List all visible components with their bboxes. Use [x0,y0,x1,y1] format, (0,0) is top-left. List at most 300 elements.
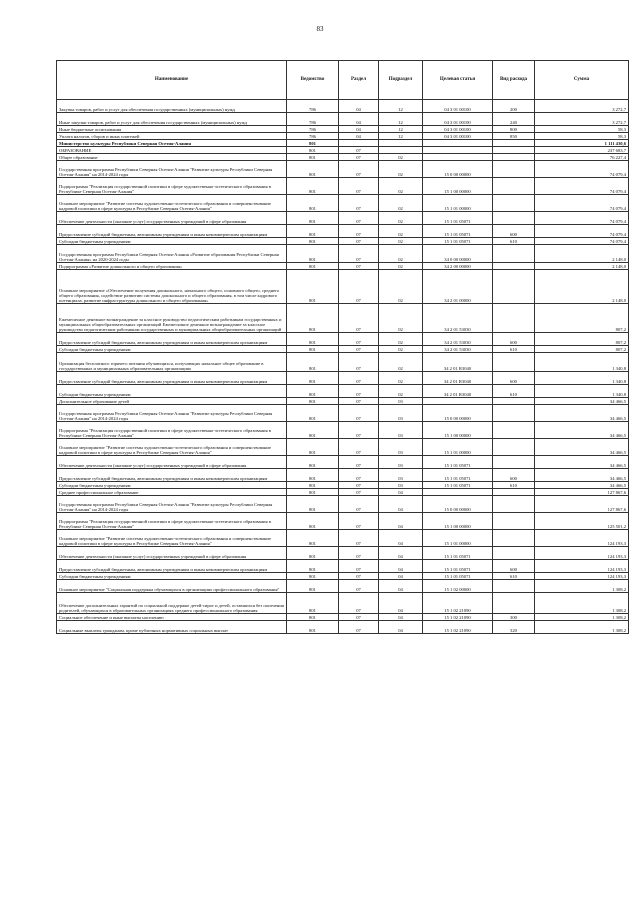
table-body [57,100,629,634]
row-target-article: 15 1 01 05071 [423,573,493,580]
row-name: Основное мероприятие «Обеспечение получения дошкольного, начального общего, основного общего, среднего общего образования, содействие развитию системы дошкольного и общего образования, в том числе кадрового потенциала, развитие инфраструктуры дошкольного и общего образования» [57,270,287,304]
row-amount: 2 148,0 [535,245,629,263]
row-section: 07 [339,270,379,304]
row-target-article: 15 0 00 00000 [423,496,493,513]
row-department: 801 [287,238,339,245]
row-target-article: 34 2 01 R3040 [423,372,493,385]
row-subsection: 04 [379,496,423,513]
row-amount: 1 340,8 [535,372,629,385]
row-name: Среднее профессиональное образование [57,489,287,496]
row-target-article: 34 2 01 R3040 [423,385,493,398]
row-subsection: 03 [379,456,423,469]
row-expense-type [493,513,535,530]
row-target-article [423,154,493,161]
row-department: 801 [287,178,339,195]
row-subsection: 12 [379,133,423,140]
row-section: 07 [339,456,379,469]
row-subsection: 02 [379,161,423,178]
row-subsection: 02 [379,225,423,238]
row-department: 801 [287,405,339,422]
header-subsection: Подраздел [379,61,423,100]
row-department: 801 [287,580,339,593]
row-expense-type [493,398,535,405]
row-expense-type [493,489,535,496]
row-target-article: 15 1 01 00000 [423,439,493,456]
row-amount: 34 466,5 [535,422,629,439]
row-target-article: 04 3 01 00100 [423,100,493,113]
row-department: 801 [287,333,339,346]
row-subsection: 04 [379,547,423,560]
row-department: 801 [287,439,339,456]
row-amount: 34 466,5 [535,482,629,489]
row-subsection: 02 [379,154,423,161]
row-subsection: 02 [379,346,423,353]
row-subsection: 03 [379,398,423,405]
table-row [57,398,629,405]
table-row [57,126,629,133]
row-name: Основное мероприятие "Социальная поддержка обучающихся в организациях профессионального образования" [57,580,287,593]
row-section: 07 [339,469,379,482]
row-name: Государственная программа Республики Северная Осетия-Алания "Развитие культуры Республики Северная Осетия-Алания" на 2014-2024 годы [57,405,287,422]
row-target-article: 34 0 00 00000 [423,245,493,263]
row-section: 07 [339,398,379,405]
table-row [57,573,629,580]
row-subsection: 02 [379,195,423,212]
row-subsection: 04 [379,489,423,496]
row-expense-type [493,580,535,593]
row-department: 801 [287,195,339,212]
row-name: Государственная программа Республики Северная Осетия-Алания "Развитие культуры Республики Северная Осетия-Алания" на 2014-2024 годы [57,161,287,178]
table-row [57,154,629,161]
table-row [57,113,629,126]
table-row [57,263,629,270]
row-amount: 124 193,3 [535,547,629,560]
table-row [57,385,629,398]
row-target-article: 15 1 02 21090 [423,593,493,614]
row-expense-type [493,161,535,178]
row-expense-type [493,154,535,161]
row-target-article: 34 2 01 53030 [423,333,493,346]
row-subsection [379,140,423,147]
table-row [57,580,629,593]
row-section: 07 [339,614,379,621]
row-amount: 124 193,3 [535,530,629,547]
table-row [57,489,629,496]
header-target-article: Целевая статья [423,61,493,100]
row-name: Субсидии бюджетным учреждениям [57,573,287,580]
row-expense-type: 240 [493,113,535,126]
table-row [57,513,629,530]
row-name: Предоставление субсидий бюджетным, автономным учреждениям и иным некоммерческим организациям [57,560,287,573]
row-amount: 127 867,6 [535,496,629,513]
row-department: 801 [287,225,339,238]
row-target-article: 15 1 01 05071 [423,212,493,225]
row-subsection: 02 [379,333,423,346]
header-expense-type: Вид расхода [493,61,535,100]
row-subsection: 04 [379,580,423,593]
row-subsection: 02 [379,372,423,385]
row-department: 801 [287,353,339,372]
row-subsection: 02 [379,270,423,304]
row-section: 07 [339,439,379,456]
row-expense-type: 610 [493,482,535,489]
table-row [57,439,629,456]
row-department: 801 [287,161,339,178]
row-section: 07 [339,489,379,496]
row-amount: 74 079,4 [535,195,629,212]
row-expense-type [493,178,535,195]
row-expense-type [493,147,535,154]
row-expense-type [493,304,535,333]
row-department: 801 [287,422,339,439]
row-name: Иные закупки товаров, работ и услуг для обеспечения государственных (муниципальных) нужд [57,113,287,126]
table-row [57,353,629,372]
row-section: 07 [339,580,379,593]
row-department: 801 [287,573,339,580]
row-expense-type [493,353,535,372]
row-section: 07 [339,560,379,573]
row-department: 801 [287,560,339,573]
row-section: 07 [339,147,379,154]
row-department: 786 [287,133,339,140]
row-subsection: 02 [379,238,423,245]
row-amount: 1 340,8 [535,353,629,372]
row-subsection: 12 [379,113,423,126]
header-section: Раздел [339,61,379,100]
row-amount: 807,2 [535,346,629,353]
table-row [57,178,629,195]
row-section: 07 [339,263,379,270]
row-amount: 2 148,0 [535,270,629,304]
row-expense-type [493,530,535,547]
row-name: Основное мероприятие "Развитие системы художественно-эстетического образования и совершенствование кадровой политики в сфере культуры в Республике Северная Осетия-Алания" [57,530,287,547]
row-amount: 127 867,6 [535,489,629,496]
row-expense-type: 800 [493,126,535,133]
row-amount: 34 466,5 [535,456,629,469]
table-row [57,270,629,304]
table-row [57,245,629,263]
row-expense-type: 600 [493,225,535,238]
row-name: Общее образование [57,154,287,161]
row-target-article: 15 1 00 00000 [423,513,493,530]
row-amount: 807,2 [535,304,629,333]
row-department: 786 [287,113,339,126]
row-name: Подпрограмма "Реализация государственной политики в сфере художественно-эстетического образования в Республике Северная Осетия-Алания" [57,178,287,195]
table-row [57,225,629,238]
row-section: 07 [339,372,379,385]
row-section: 07 [339,593,379,614]
table-row [57,147,629,154]
table-row [57,304,629,333]
row-expense-type [493,593,535,614]
row-amount: 74 079,4 [535,178,629,195]
row-name: Субсидии бюджетным учреждениям [57,346,287,353]
row-subsection: 04 [379,621,423,634]
row-department: 801 [287,304,339,333]
row-department: 801 [287,614,339,621]
table-row [57,405,629,422]
row-section: 07 [339,530,379,547]
row-target-article: 34 2 01 00000 [423,270,493,304]
row-section: 07 [339,573,379,580]
row-amount: 1 111 430,6 [535,140,629,147]
row-subsection: 04 [379,593,423,614]
row-section: 07 [339,621,379,634]
table-row [57,496,629,513]
row-section: 07 [339,178,379,195]
row-subsection [379,147,423,154]
row-amount: 1 308,2 [535,593,629,614]
row-amount: 34 466,5 [535,439,629,456]
row-department: 801 [287,469,339,482]
row-department: 801 [287,482,339,489]
row-name: Основное мероприятие "Развитие системы художественно-эстетического образования и совершенствование кадровой политики в сфере культуры в Республике Северная Осетия-Алания" [57,439,287,456]
row-amount: 1 308,2 [535,621,629,634]
row-subsection: 04 [379,573,423,580]
row-department: 801 [287,398,339,405]
row-target-article: 15 1 01 05071 [423,482,493,489]
row-department: 801 [287,140,339,147]
row-section: 07 [339,346,379,353]
row-expense-type: 200 [493,100,535,113]
row-department: 801 [287,372,339,385]
table-row [57,133,629,140]
row-department: 801 [287,385,339,398]
row-amount: 3 272,7 [535,113,629,126]
row-expense-type [493,547,535,560]
row-expense-type [493,439,535,456]
row-expense-type: 610 [493,573,535,580]
row-department: 801 [287,489,339,496]
row-target-article: 15 0 00 00000 [423,161,493,178]
row-section: 04 [339,113,379,126]
row-department: 786 [287,100,339,113]
row-subsection: 04 [379,513,423,530]
row-amount: 807,2 [535,333,629,346]
row-section: 07 [339,225,379,238]
row-department: 801 [287,547,339,560]
table-row [57,560,629,573]
row-amount: 124 193,3 [535,560,629,573]
row-name: Предоставление субсидий бюджетным, автономным учреждениям и иным некоммерческим организациям [57,225,287,238]
row-amount: 1 340,8 [535,385,629,398]
row-amount: 125 501,2 [535,513,629,530]
row-target-article: 15 1 02 00000 [423,580,493,593]
row-target-article: 34 2 01 R3040 [423,353,493,372]
row-section: 07 [339,353,379,372]
table-row [57,238,629,245]
row-name: ОБРАЗОВАНИЕ [57,147,287,154]
row-subsection: 02 [379,304,423,333]
table-header-row [57,61,629,100]
row-target-article: 15 1 01 05071 [423,560,493,573]
row-target-article [423,147,493,154]
row-department: 801 [287,270,339,304]
row-department: 801 [287,530,339,547]
table-row [57,140,629,147]
row-amount: 74 079,4 [535,238,629,245]
row-expense-type [493,456,535,469]
row-department: 801 [287,456,339,469]
row-expense-type [493,263,535,270]
header-name: Наименование [57,61,287,100]
row-target-article: 34 2 00 00000 [423,263,493,270]
row-expense-type [493,422,535,439]
row-amount: 3 272,7 [535,100,629,113]
row-name: Министерство культуры Республики Северная Осетия-Алания [57,140,287,147]
row-expense-type [493,212,535,225]
row-subsection: 12 [379,100,423,113]
row-department: 801 [287,154,339,161]
table-row [57,333,629,346]
row-subsection: 03 [379,439,423,456]
row-amount: 34 466,5 [535,398,629,405]
row-name: Подпрограмма "Реализация государственной политики в сфере художественно-эстетического образования в Республике Северная Осетия-Алания" [57,422,287,439]
row-amount: 74 079,4 [535,212,629,225]
table-row [57,422,629,439]
row-target-article: 04 3 01 00100 [423,133,493,140]
row-amount: 34 466,5 [535,469,629,482]
row-section: 07 [339,195,379,212]
row-section: 04 [339,133,379,140]
row-expense-type: 320 [493,621,535,634]
row-section: 07 [339,245,379,263]
row-section: 07 [339,385,379,398]
row-amount: 58,3 [535,126,629,133]
row-expense-type: 850 [493,133,535,140]
row-subsection: 04 [379,560,423,573]
row-section: 07 [339,304,379,333]
table-row [57,212,629,225]
row-name: Субсидии бюджетным учреждениям [57,385,287,398]
row-department: 801 [287,496,339,513]
row-target-article: 15 1 01 05071 [423,469,493,482]
row-section: 07 [339,333,379,346]
row-subsection: 02 [379,212,423,225]
row-name: Ежемесячное денежное вознаграждение за классное руководство педагогическим работникам государственных и муниципальных общеобразовательных организаций Ежемесячное денежное вознаграждение за классное руководство педагогическим работникам государственных и муниципальных общеобразовательных организаций [57,304,287,333]
table-row [57,100,629,113]
table-row [57,614,629,621]
row-expense-type [493,245,535,263]
row-target-article: 15 1 00 00000 [423,178,493,195]
row-expense-type [493,195,535,212]
row-expense-type: 600 [493,372,535,385]
row-expense-type: 610 [493,238,535,245]
row-target-article: 15 1 01 00000 [423,195,493,212]
row-name: Подпрограмма «Развитие дошкольного и общего образования» [57,263,287,270]
row-target-article: 15 1 02 21090 [423,621,493,634]
row-name: Государственная программа Республики Северная Осетия-Алания «Развитие образования Республики Северная Осетия-Алания» на 2020-2024 годы [57,245,287,263]
row-expense-type [493,405,535,422]
row-subsection: 03 [379,422,423,439]
table-row [57,547,629,560]
row-department: 801 [287,212,339,225]
row-department: 786 [287,126,339,133]
header-amount: Сумма [535,61,629,100]
row-section: 07 [339,405,379,422]
row-name: Социальные выплаты гражданам, кроме публичных нормативных социальных выплат [57,621,287,634]
row-department: 801 [287,593,339,614]
table-row [57,593,629,614]
row-amount: 58,3 [535,133,629,140]
budget-table [56,60,629,634]
table-row [57,456,629,469]
row-amount: 74 079,4 [535,161,629,178]
table-row [57,346,629,353]
table-row [57,469,629,482]
row-target-article: 15 1 01 05071 [423,456,493,469]
row-subsection: 03 [379,405,423,422]
row-section: 04 [339,126,379,133]
row-department: 801 [287,621,339,634]
row-target-article: 15 1 01 00000 [423,530,493,547]
row-amount: 1 308,2 [535,614,629,621]
row-name: Обеспечение деятельности (оказание услуг) государственных учреждений в сфере образования [57,212,287,225]
row-subsection: 02 [379,245,423,263]
row-name: Обеспечение деятельности (оказание услуг) государственных учреждений в сфере образования [57,456,287,469]
row-amount: 1 308,2 [535,580,629,593]
row-subsection: 02 [379,385,423,398]
row-subsection: 02 [379,353,423,372]
row-name: Основное мероприятие "Развитие системы художественно-эстетического образования и совершенствование кадровой политики в сфере культуры в Республике Северная Осетия-Алания" [57,195,287,212]
row-subsection: 02 [379,178,423,195]
row-section: 04 [339,100,379,113]
row-amount: 124 193,3 [535,573,629,580]
table-row [57,621,629,634]
row-name: Субсидии бюджетным учреждениям [57,238,287,245]
row-name: Предоставление субсидий бюджетным, автономным учреждениям и иным некоммерческим организациям [57,469,287,482]
row-target-article [423,489,493,496]
row-subsection: 03 [379,482,423,489]
row-expense-type: 600 [493,560,535,573]
row-name: Подпрограмма "Реализация государственной политики в сфере художественно-эстетического образования в Республике Северная Осетия-Алания" [57,513,287,530]
row-name: Субсидии бюджетным учреждениям [57,482,287,489]
row-name: Уплата налогов, сборов и иных платежей [57,133,287,140]
row-expense-type [493,496,535,513]
row-name: Дополнительное образование детей [57,398,287,405]
row-subsection: 03 [379,469,423,482]
row-target-article: 34 2 01 53030 [423,304,493,333]
row-department: 801 [287,147,339,154]
row-amount: 74 079,4 [535,225,629,238]
row-section: 07 [339,482,379,489]
row-expense-type: 600 [493,333,535,346]
row-section [339,140,379,147]
row-section: 07 [339,212,379,225]
row-expense-type: 610 [493,385,535,398]
table-row [57,482,629,489]
row-section: 07 [339,547,379,560]
row-expense-type: 600 [493,469,535,482]
row-section: 07 [339,161,379,178]
row-name: Государственная программа Республики Северная Осетия-Алания "Развитие культуры Республики Северная Осетия-Алания" на 2014-2024 годы [57,496,287,513]
row-section: 07 [339,154,379,161]
row-target-article: 15 1 01 05071 [423,238,493,245]
row-name: Социальное обеспечение и иные выплаты населению [57,614,287,621]
table-row [57,195,629,212]
row-department: 801 [287,346,339,353]
row-target-article: 15 0 00 00000 [423,405,493,422]
row-section: 07 [339,513,379,530]
table-row [57,161,629,178]
header-department: Ведомство [287,61,339,100]
row-target-article: 04 3 01 00100 [423,126,493,133]
row-name: Организация бесплатного горячего питания обучающихся, получающих начальное общее образование в государственных и муниципальных образовательных организациях [57,353,287,372]
row-section: 07 [339,422,379,439]
row-name: Предоставление субсидий бюджетным, автономным учреждениям и иным некоммерческим организациям [57,372,287,385]
row-target-article [423,140,493,147]
row-expense-type: 300 [493,614,535,621]
